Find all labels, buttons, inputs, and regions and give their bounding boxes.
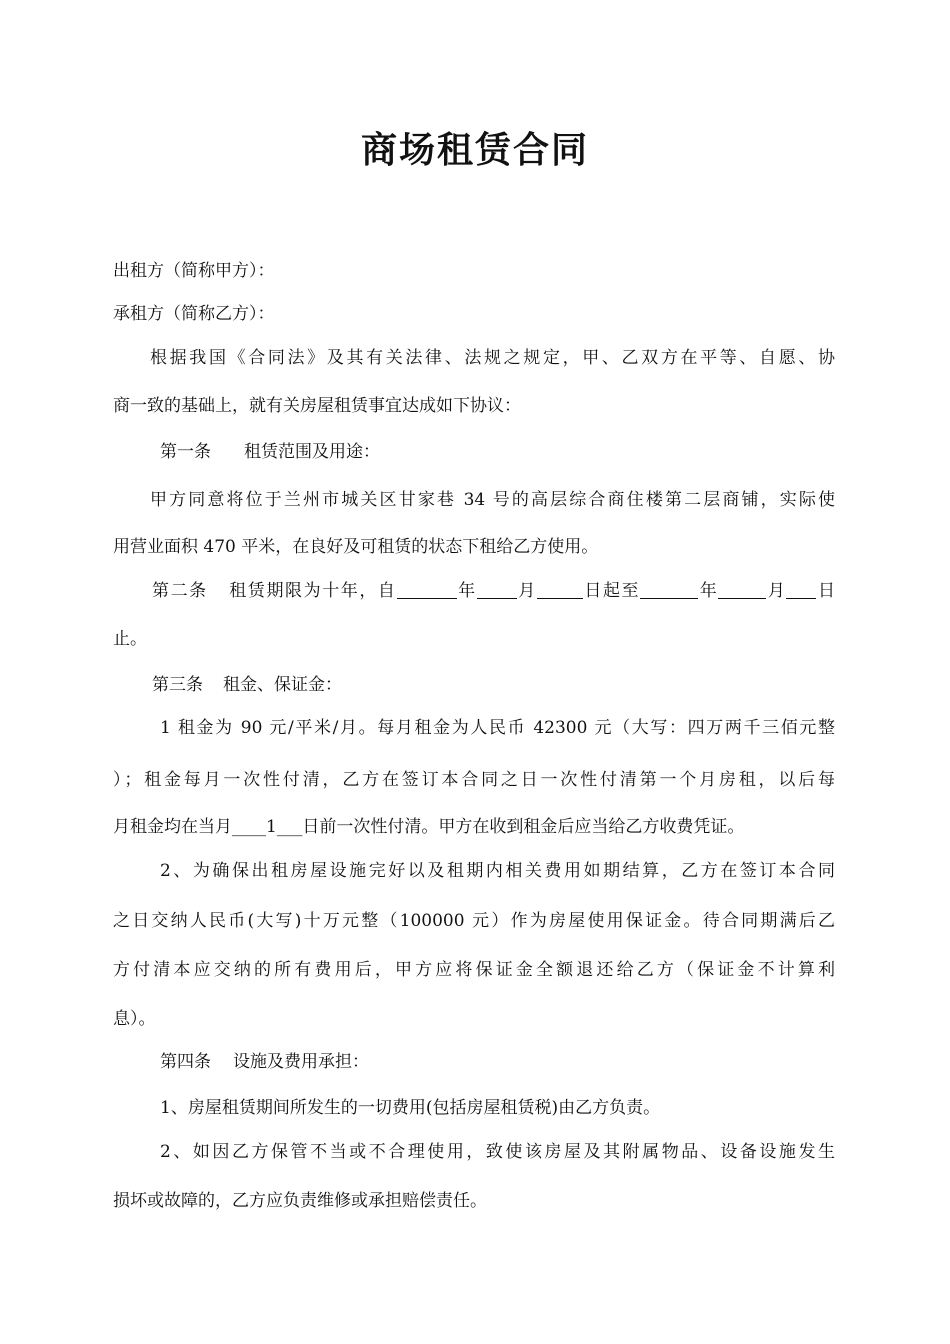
article-1-line-1: 甲方同意将位于兰州市城关区甘家巷 34 号的高层综合商住楼第二层商铺，实际使 (150, 490, 835, 510)
preamble-line-1: 根据我国《合同法》及其有关法律、法规之规定，甲、乙双方在平等、自愿、协 (150, 348, 835, 368)
lessor-line: 出租方（简称甲方）： (113, 261, 275, 281)
end-month-blank (718, 578, 766, 599)
article-3-clause-2-line-4: 息）。 (113, 1009, 156, 1029)
document-title: 商场租赁合同 (360, 129, 589, 171)
article-1-heading (160, 438, 380, 466)
article-2-number: 第二条 (152, 581, 208, 601)
article-2-line-1 (152, 577, 835, 605)
article-4-title: 设施及费用承担： (233, 1052, 369, 1072)
end-day-blank (786, 578, 816, 599)
article-1-line-2: 用营业面积 470 平米，在良好及可租赁的状态下租给乙方使用。 (113, 537, 599, 557)
article-4-number: 第四条 (160, 1052, 211, 1072)
article-3-title: 租金、保证金： (223, 675, 342, 695)
start-month-label: 月 (516, 581, 537, 601)
article-4-clause-2-line-1: 2、如因乙方保管不当或不合理使用，致使该房屋及其附属物品、设备设施发生 (160, 1142, 835, 1162)
end-month-label: 月 (766, 581, 787, 601)
end-year-label: 年 (698, 581, 719, 601)
start-year-label: 年 (456, 581, 477, 601)
start-day-label: 日起至 (582, 581, 641, 601)
start-day-blank (537, 578, 583, 599)
article-4-heading (160, 1048, 369, 1076)
article-3-heading (152, 671, 342, 699)
end-day-label: 日 (816, 581, 836, 601)
article-3-clause-2-line-1: 2、为确保出租房屋设施完好以及租期内相关费用如期结算，乙方在签订本合同 (160, 861, 835, 881)
lessee-line: 承租方（简称乙方）： (113, 304, 275, 324)
article-1-title: 租赁范围及用途： (244, 442, 380, 462)
article-2-line-2: 止。 (113, 629, 147, 649)
article-3-number: 第三条 (152, 675, 203, 695)
article-3-clause-2-line-2: 之日交纳人民币(大写)十万元整（100000 元）作为房屋使用保证金。待合同期满后乙 (113, 911, 835, 931)
article-3-clause-2-line-3: 方付清本应交纳的所有费用后，甲方应将保证金全额退还给乙方（保证金不计算利 (113, 960, 835, 980)
article-3-clause-1-line-2: ）；租金每月一次性付清，乙方在签订本合同之日一次性付清第一个月房租，以后每 (113, 770, 835, 790)
article-4-clause-1: 1、房屋租赁期间所发生的一切费用(包括房屋租赁税)由乙方负责。 (160, 1098, 661, 1118)
article-3-clause-1-line-3: 月租金均在当月____1___日前一次性付清。甲方在收到租金后应当给乙方收费凭证。 (113, 817, 745, 837)
preamble-line-2: 商一致的基础上，就有关房屋租赁事宜达成如下协议： (113, 396, 521, 416)
start-year-blank (397, 578, 457, 599)
end-year-blank (640, 578, 698, 599)
article-1-number: 第一条 (160, 442, 211, 462)
start-month-blank (477, 578, 517, 599)
article-2-term: 租赁期限为十年，自 (227, 581, 397, 601)
article-3-clause-1-line-1: 1 租金为 90 元/平米/月。每月租金为人民币 42300 元（大写：四万两千三佰元整 (160, 718, 835, 738)
article-4-clause-2-line-2: 损坏或故障的，乙方应负责维修或承担赔偿责任。 (113, 1191, 487, 1211)
